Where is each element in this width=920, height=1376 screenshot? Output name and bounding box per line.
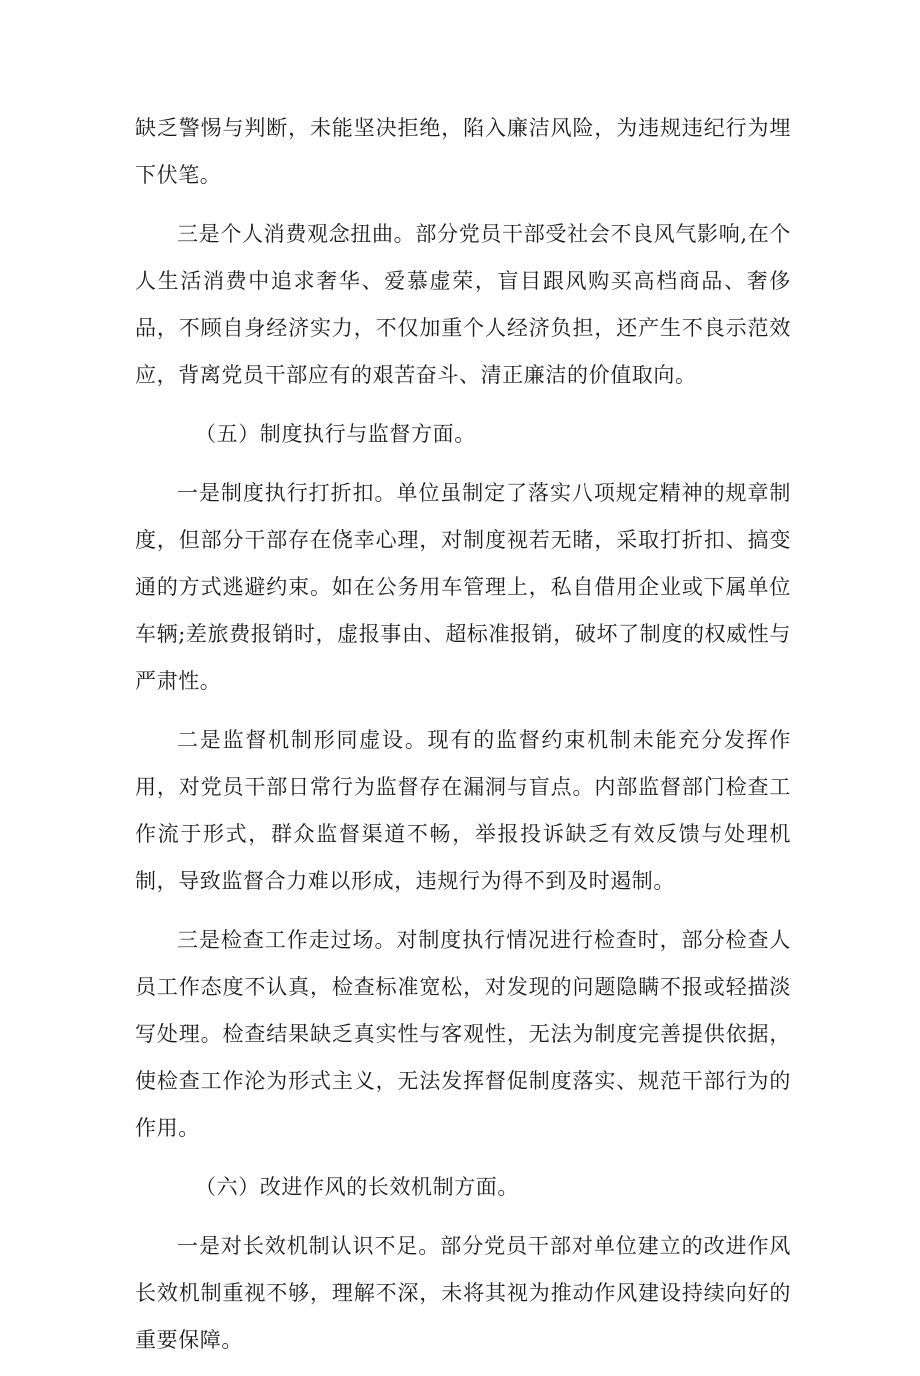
paragraph-long-term-mechanism: 一是对长效机制认识不足。部分党员干部对单位建立的改进作风长效机制重视不够，理解不深，未将其视为推动作风建设持续向好的重要保障。: [135, 1234, 791, 1352]
document-body: [135, 105, 791, 1376]
paragraph-continuation: 缺乏警惕与判断，未能坚决拒绝，陷入廉洁风险，为违规违纪行为埋下伏笔。: [135, 116, 791, 187]
section-heading-five: （五）制度执行与监督方面。: [195, 422, 476, 446]
paragraph-supervision-mechanism: 二是监督机制形同虚设。现有的监督约束机制未能充分发挥作用，对党员干部日常行为监督存在漏洞与盲点。内部监督部门检查工作流于形式，群众监督渠道不畅，举报投诉缺乏有效反馈与处理机制，导致监督合力难以形成，违规行为得不到及时遏制。: [135, 728, 791, 893]
section-heading-six: （六）改进作风的长效机制方面。: [195, 1175, 519, 1199]
paragraph-inspection-work: 三是检查工作走过场。对制度执行情况进行检查时，部分检查人员工作态度不认真，检查标准宽松，对发现的问题隐瞒不报或轻描淡写处理。检查结果缺乏真实性与客观性，无法为制度完善提供依据，使检查工作沦为形式主义，无法发挥督促制度落实、规范干部行为的作用。: [135, 928, 791, 1140]
paragraph-consumption-view: 三是个人消费观念扭曲。部分党员干部受社会不良风气影响,在个人生活消费中追求奢华、爱慕虚荣，盲目跟风购买高档商品、奢侈品，不顾自身经济实力，不仅加重个人经济负担，还产生不良示范效应，背离党员干部应有的艰苦奋斗、清正廉洁的价值取向。: [135, 222, 791, 387]
paragraph-system-execution: 一是制度执行打折扣。单位虽制定了落实八项规定精神的规章制度，但部分干部存在侥幸心理，对制度视若无睹，采取打折扣、搞变通的方式逃避约束。如在公务用车管理上，私自借用企业或下属单位车辆;差旅费报销时，虚报事由、超标准报销，破坏了制度的权威性与严肃性。: [135, 481, 791, 693]
